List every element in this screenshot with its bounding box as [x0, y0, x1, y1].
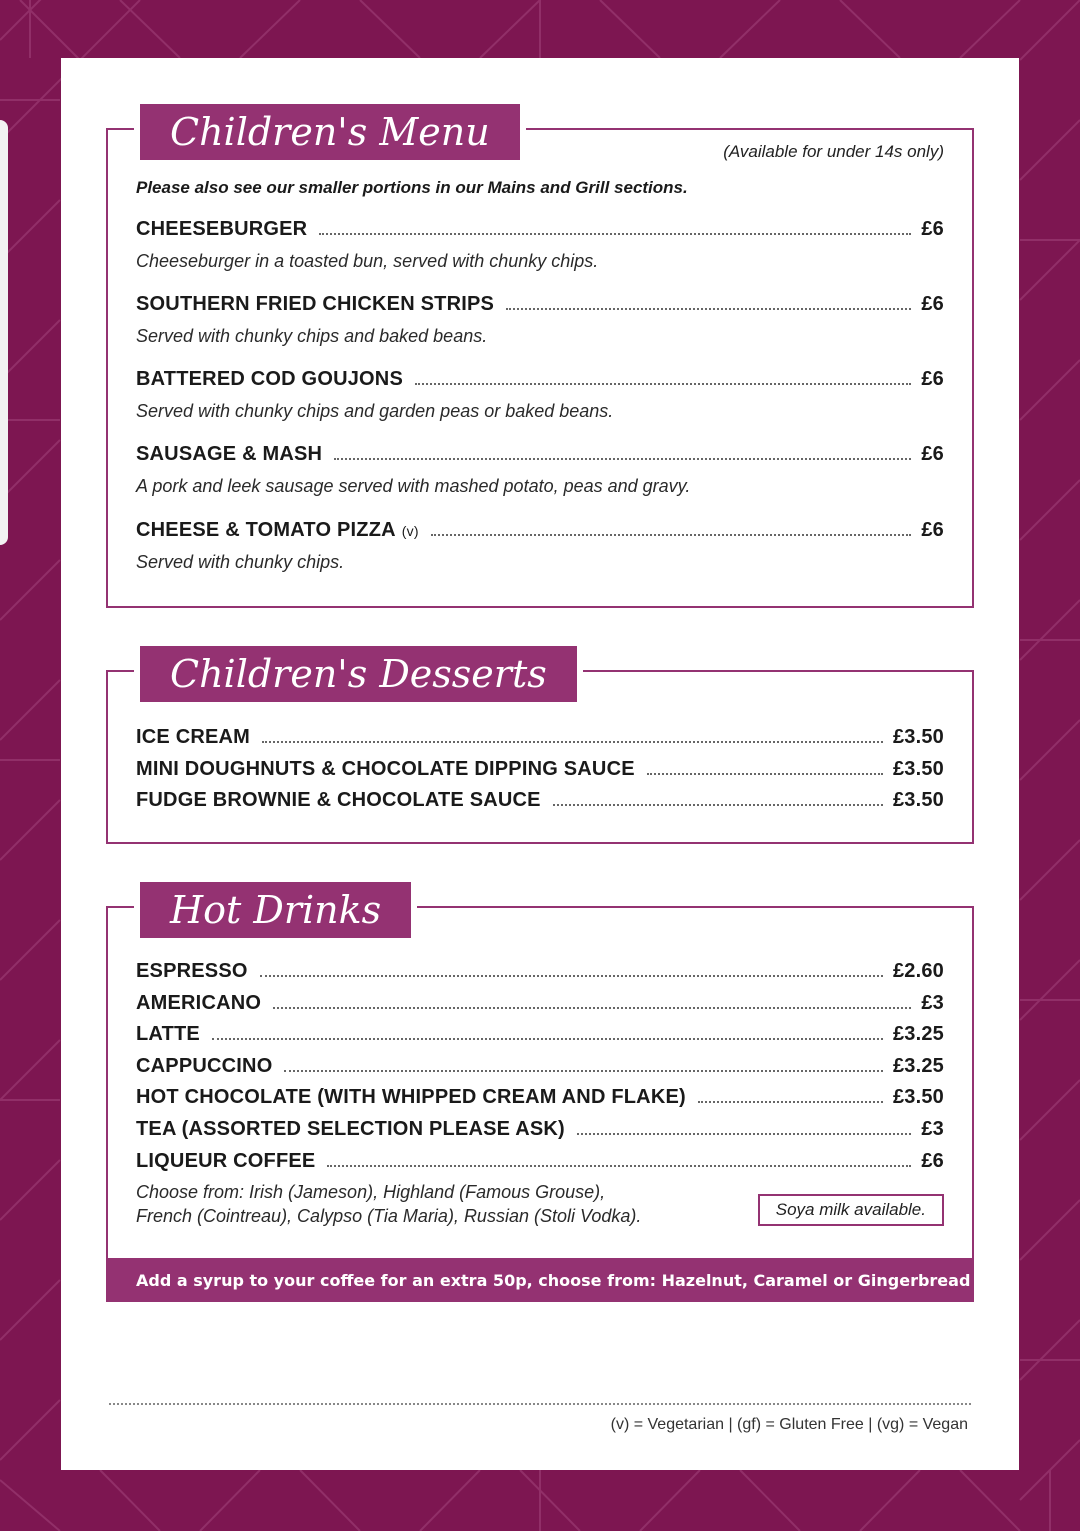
item-name: CHEESEBURGER: [136, 218, 308, 240]
dessert-item: [136, 789, 944, 812]
item-price: £3.25: [892, 1023, 944, 1045]
hot-drinks-title: Hot Drinks: [140, 882, 411, 938]
item-price: £6: [921, 1150, 944, 1172]
item-name: LIQUEUR COFFEE: [136, 1150, 316, 1172]
drink-item: [136, 1055, 944, 1078]
item-name: HOT CHOCOLATE (WITH WHIPPED CREAM AND FLAKE): [136, 1086, 686, 1108]
leader-dots: [431, 534, 912, 536]
item-price: £3: [921, 992, 944, 1014]
drink-item: [136, 1023, 944, 1046]
item-name: ESPRESSO: [136, 960, 248, 982]
item-description: Cheeseburger in a toasted bun, served with chunky chips.: [136, 251, 599, 271]
availability-note: (Available for under 14s only): [723, 142, 944, 161]
leader-dots: [212, 1038, 883, 1040]
item-name: MINI DOUGHNUTS & CHOCOLATE DIPPING SAUCE: [136, 758, 635, 780]
leader-dots: [647, 773, 883, 775]
childrens-desserts-section: [106, 652, 974, 844]
item-price: £3: [921, 1118, 944, 1140]
menu-item: [136, 368, 944, 422]
item-name: LATTE: [136, 1023, 200, 1045]
item-price: £6: [921, 443, 944, 465]
leader-dots: [698, 1101, 883, 1103]
leader-dots: [260, 975, 883, 977]
leader-dots: [506, 308, 911, 310]
liqueur-note-line-1: Choose from: Irish (Jameson), Highland (Famous Grouse),: [136, 1182, 606, 1202]
leader-dots: [327, 1165, 911, 1167]
item-price: £3.50: [892, 726, 944, 748]
item-name: BATTERED COD GOUJONS: [136, 368, 403, 390]
menu-page: [61, 58, 1019, 1470]
menu-item: [136, 443, 944, 497]
intro-note: Please also see our smaller portions in our Mains and Grill sections.: [136, 178, 688, 197]
item-description: Served with chunky chips and garden peas or baked beans.: [136, 401, 614, 421]
leader-dots: [415, 383, 911, 385]
item-name: TEA (ASSORTED SELECTION PLEASE ASK): [136, 1118, 565, 1140]
item-price: £3.25: [892, 1055, 944, 1077]
dessert-item: [136, 726, 944, 749]
drink-item: [136, 1118, 944, 1141]
leader-dots: [319, 233, 911, 235]
vegetarian-tag: (v): [401, 523, 419, 539]
menu-item: [136, 218, 944, 272]
item-name: CAPPUCCINO: [136, 1055, 273, 1077]
page-edge-tab: [0, 120, 8, 545]
item-name: ICE CREAM: [136, 726, 251, 748]
menu-item: [136, 519, 944, 573]
hot-drinks-section: [106, 888, 974, 1260]
leader-dots: [262, 741, 883, 743]
item-price: £3.50: [892, 789, 944, 811]
item-price: £6: [921, 368, 944, 390]
drink-item: [136, 960, 944, 983]
dessert-item: [136, 758, 944, 781]
item-description: Served with chunky chips and baked beans.: [136, 326, 488, 346]
syrup-note-bar: Add a syrup to your coffee for an extra 50p, choose from: Hazelnut, Caramel or Gingerbread: [106, 1258, 974, 1302]
item-name: CHEESE & TOMATO PIZZA: [136, 519, 396, 541]
item-price: £6: [921, 218, 944, 240]
liqueur-note: [136, 1182, 672, 1227]
soya-milk-note: Soya milk available.: [758, 1194, 944, 1226]
footer-divider: [109, 1403, 971, 1405]
item-description: Served with chunky chips.: [136, 552, 345, 572]
menu-item: [136, 293, 944, 347]
childrens-menu-section: [106, 110, 974, 608]
item-name: SAUSAGE & MASH: [136, 443, 323, 465]
leader-dots: [273, 1007, 911, 1009]
dietary-legend: (v) = Vegetarian | (gf) = Gluten Free | (vg) = Vegan: [610, 1416, 968, 1433]
leader-dots: [577, 1133, 911, 1135]
item-price: £3.50: [892, 758, 944, 780]
item-description: A pork and leek sausage served with mashed potato, peas and gravy.: [136, 476, 691, 496]
leader-dots: [284, 1070, 882, 1072]
item-name: FUDGE BROWNIE & CHOCOLATE SAUCE: [136, 789, 541, 811]
item-price: £6: [921, 519, 944, 541]
leader-dots: [553, 804, 883, 806]
childrens-menu-title: Children's Menu: [140, 104, 520, 160]
drink-item: [136, 992, 944, 1015]
drink-item: [136, 1086, 944, 1109]
childrens-desserts-title: Children's Desserts: [140, 646, 577, 702]
item-name: SOUTHERN FRIED CHICKEN STRIPS: [136, 293, 495, 315]
drink-item: [136, 1150, 944, 1173]
liqueur-note-line-2: French (Cointreau), Calypso (Tia Maria), Russian (Stoli Vodka).: [136, 1206, 642, 1226]
item-price: £2.60: [892, 960, 944, 982]
item-price: £3.50: [892, 1086, 944, 1108]
leader-dots: [334, 458, 911, 460]
item-price: £6: [921, 293, 944, 315]
item-name: AMERICANO: [136, 992, 262, 1014]
